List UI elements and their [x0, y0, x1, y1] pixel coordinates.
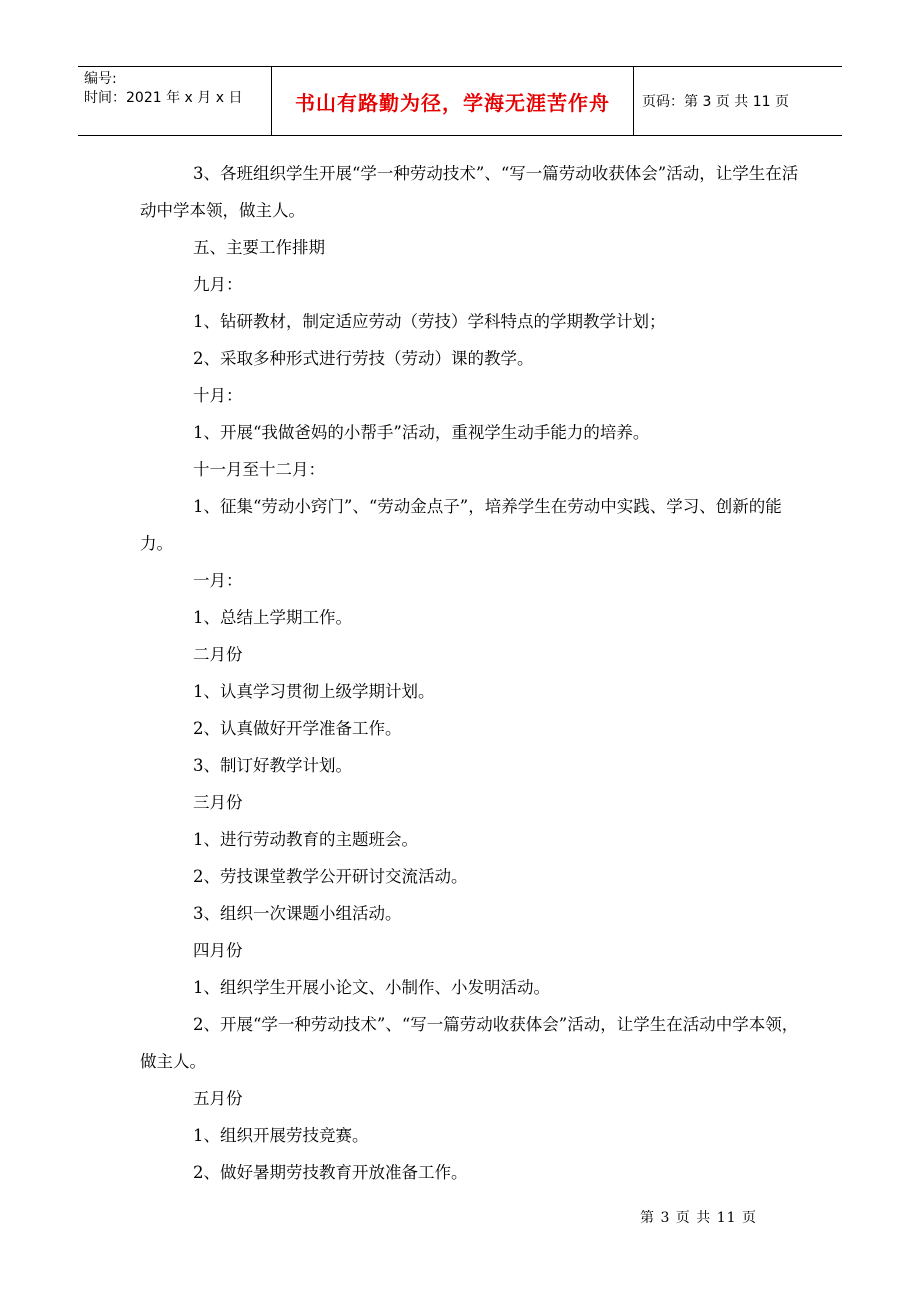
document-number-label: 编号:	[84, 71, 117, 87]
list-item: 2、采取多种形式进行劳技（劳动）课的教学。	[193, 349, 534, 368]
list-item: 2、认真做好开学准备工作。	[193, 719, 402, 738]
list-item: 1、总结上学期工作。	[193, 608, 352, 627]
list-item: 1、认真学习贯彻上级学期计划。	[193, 682, 435, 701]
month-heading: 九月：	[193, 275, 243, 294]
list-item: 3、制订好教学计划。	[193, 756, 352, 775]
month-heading: 四月份	[193, 941, 243, 960]
month-heading: 三月份	[193, 793, 243, 812]
header-meta	[78, 67, 272, 135]
document-time: 时间：2021 年 x 月 x 日	[84, 90, 243, 106]
list-item: 1、开展“我做爸妈的小帮手”活动，重视学生动手能力的培养。	[193, 423, 650, 442]
document-body	[140, 155, 800, 1191]
list-item: 2、劳技课堂教学公开研讨交流活动。	[193, 867, 468, 886]
list-item: 1、进行劳动教育的主题班会。	[193, 830, 418, 849]
month-heading: 十月：	[193, 386, 243, 405]
header-motto: 书山有路勤为径，学海无涯苦作舟	[295, 90, 610, 115]
month-heading: 一月：	[193, 571, 243, 590]
month-heading: 二月份	[193, 645, 243, 664]
month-heading: 十一月至十二月：	[193, 460, 325, 479]
paragraph: 3、各班组织学生开展“学一种劳动技术”、“写一篇劳动收获体会”活动，让学生在活动中学本领，做主人。	[140, 164, 799, 220]
list-item: 3、组织一次课题小组活动。	[193, 904, 402, 923]
header-page-info: 页码：第 3 页 共 11 页	[642, 94, 789, 110]
list-item: 1、组织学生开展小论文、小制作、小发明活动。	[193, 978, 550, 997]
header-motto-cell	[272, 67, 634, 135]
list-item: 2、开展“学一种劳动技术”、“写一篇劳动收获体会”活动，让学生在活动中学本领，做主人。	[140, 1015, 799, 1071]
header-page-info-cell	[634, 67, 842, 135]
list-item: 1、钻研教材，制定适应劳动（劳技）学科特点的学期教学计划；	[193, 312, 666, 331]
section-heading: 五、主要工作排期	[193, 238, 325, 257]
page-footer: 第 3 页 共 11 页	[640, 1210, 757, 1226]
list-item: 2、做好暑期劳技教育开放准备工作。	[193, 1163, 468, 1182]
month-heading: 五月份	[193, 1089, 243, 1108]
list-item: 1、组织开展劳技竞赛。	[193, 1126, 369, 1145]
page-header	[78, 66, 842, 136]
list-item: 1、征集“劳动小窍门”、“劳动金点子”，培养学生在劳动中实践、学习、创新的能力。	[140, 497, 782, 553]
